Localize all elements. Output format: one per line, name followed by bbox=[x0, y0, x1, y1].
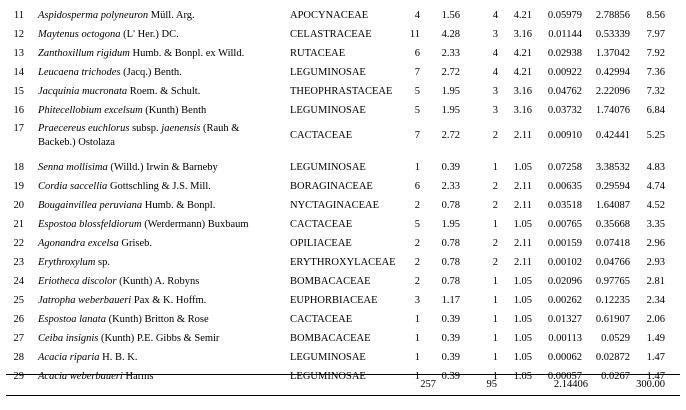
value-c2: 2.33 bbox=[441, 181, 460, 192]
family-name: CELASTRACEAE bbox=[290, 29, 372, 40]
value-c4: 1.05 bbox=[513, 219, 532, 230]
value-c7: 2.34 bbox=[646, 295, 665, 306]
species-binomial: Maytenus octogona bbox=[38, 29, 121, 40]
value-c6: 0.42441 bbox=[595, 130, 630, 141]
value-c5: 0.00057 bbox=[547, 371, 582, 382]
value-c3: 2 bbox=[492, 200, 498, 211]
row-number: 13 bbox=[13, 48, 24, 59]
value-c7: 3.35 bbox=[646, 219, 665, 230]
value-c2: 2.72 bbox=[441, 130, 460, 141]
value-c1: 6 bbox=[414, 48, 420, 59]
family-name: LEGUMINOSAE bbox=[290, 105, 366, 116]
bottom-rule bbox=[6, 395, 680, 396]
value-c6: 0.04766 bbox=[595, 257, 630, 268]
table-row bbox=[0, 291, 686, 310]
table-row bbox=[0, 44, 686, 63]
table-row bbox=[0, 253, 686, 272]
species-binomial: Praecereus euchlorus bbox=[38, 123, 130, 134]
value-c7: 5.25 bbox=[646, 130, 665, 141]
value-c3: 2 bbox=[492, 257, 498, 268]
value-c4: 1.05 bbox=[513, 371, 532, 382]
table-row bbox=[0, 215, 686, 234]
total-c3: 95 bbox=[486, 379, 497, 390]
species-binomial: Erythroxylum bbox=[38, 257, 96, 268]
value-c5: 0.00635 bbox=[547, 181, 582, 192]
value-c6: 2.22096 bbox=[595, 86, 630, 97]
species-binomial: Senna mollisima bbox=[38, 162, 108, 173]
value-c6: 0.0267 bbox=[601, 371, 630, 382]
species-authority: Harms bbox=[122, 371, 154, 382]
value-c1: 7 bbox=[414, 130, 420, 141]
species-infraspecific: jaenensis bbox=[161, 123, 201, 134]
table-row bbox=[0, 196, 686, 215]
species-authority: Roem. & Schult. bbox=[127, 86, 201, 97]
species-name bbox=[38, 48, 244, 60]
total-c1: 257 bbox=[420, 379, 436, 390]
species-name bbox=[38, 181, 211, 193]
species-name bbox=[38, 295, 206, 307]
value-c5: 0.02938 bbox=[547, 48, 582, 59]
value-c3: 1 bbox=[492, 219, 498, 230]
value-c2: 0.78 bbox=[441, 257, 460, 268]
row-number: 23 bbox=[13, 257, 24, 268]
value-c2: 0.39 bbox=[441, 352, 460, 363]
family-name: CACTACEAE bbox=[290, 130, 353, 141]
value-c1: 2 bbox=[414, 238, 420, 249]
species-name bbox=[38, 276, 199, 288]
value-c3: 1 bbox=[492, 352, 498, 363]
value-c6: 1.64087 bbox=[595, 200, 630, 211]
table-row bbox=[0, 101, 686, 120]
table-row bbox=[0, 158, 686, 177]
species-binomial: Espostoa blossfeldiorum bbox=[38, 219, 142, 230]
value-c2: 2.72 bbox=[441, 67, 460, 78]
value-c5: 0.00922 bbox=[547, 67, 582, 78]
value-c7: 2.06 bbox=[646, 314, 665, 325]
value-c4: 2.11 bbox=[514, 130, 532, 141]
family-name: LEGUMINOSAE bbox=[290, 162, 366, 173]
row-number: 29 bbox=[13, 371, 24, 382]
table-row bbox=[0, 63, 686, 82]
species-authority: (Kunth) Benth bbox=[142, 105, 207, 116]
value-c4: 2.11 bbox=[514, 181, 532, 192]
table-row bbox=[0, 272, 686, 291]
table-row bbox=[0, 329, 686, 348]
value-c7: 4.52 bbox=[646, 200, 665, 211]
species-name bbox=[38, 67, 182, 79]
value-c1: 3 bbox=[414, 295, 420, 306]
value-c6: 1.37042 bbox=[595, 48, 630, 59]
value-c7: 8.56 bbox=[646, 10, 665, 21]
row-number: 25 bbox=[13, 295, 24, 306]
species-binomial: Agonandra excelsa bbox=[38, 238, 119, 249]
table-row bbox=[0, 82, 686, 101]
value-c4: 3.16 bbox=[513, 86, 532, 97]
species-authority: (L' Her.) DC. bbox=[120, 29, 179, 40]
value-c5: 0.03518 bbox=[547, 200, 582, 211]
species-name bbox=[38, 333, 219, 345]
family-name: EUPHORBIACEAE bbox=[290, 295, 378, 306]
value-c1: 1 bbox=[414, 333, 420, 344]
species-authority: (Werdermann) Buxbaum bbox=[141, 219, 249, 230]
species-authority: Humb. & Bonpl. bbox=[142, 200, 216, 211]
value-c7: 4.83 bbox=[646, 162, 665, 173]
value-c7: 2.96 bbox=[646, 238, 665, 249]
table-row bbox=[0, 120, 686, 158]
row-number: 15 bbox=[13, 86, 24, 97]
value-c3: 1 bbox=[492, 162, 498, 173]
species-name bbox=[38, 238, 152, 250]
value-c3: 4 bbox=[492, 48, 498, 59]
row-number: 16 bbox=[13, 105, 24, 116]
value-c2: 0.39 bbox=[441, 314, 460, 325]
value-c7: 1.47 bbox=[646, 371, 665, 382]
species-binomial: Ceiba insignis bbox=[38, 333, 99, 344]
value-c6: 0.35668 bbox=[595, 219, 630, 230]
value-c7: 7.92 bbox=[646, 48, 665, 59]
value-c6: 0.97765 bbox=[595, 276, 630, 287]
row-number: 12 bbox=[13, 29, 24, 40]
table-row bbox=[0, 6, 686, 25]
table-row bbox=[0, 310, 686, 329]
value-c4: 2.11 bbox=[514, 257, 532, 268]
value-c7: 1.47 bbox=[646, 352, 665, 363]
species-binomial: Cordia saccellia bbox=[38, 181, 108, 192]
species-binomial: Bougainvillea peruviana bbox=[38, 200, 143, 211]
family-name: BORAGINACEAE bbox=[290, 181, 373, 192]
species-name bbox=[38, 352, 137, 364]
species-authority: H. B. K. bbox=[99, 352, 138, 363]
family-name: LEGUMINOSAE bbox=[290, 371, 366, 382]
family-name: THEOPHRASTACEAE bbox=[290, 86, 393, 97]
value-c1: 5 bbox=[414, 105, 420, 116]
species-name bbox=[38, 123, 239, 135]
value-c7: 2.93 bbox=[646, 257, 665, 268]
value-c7: 7.97 bbox=[646, 29, 665, 40]
value-c5: 0.01144 bbox=[548, 29, 582, 40]
value-c3: 2 bbox=[492, 181, 498, 192]
species-authority: Müll. Arg. bbox=[148, 10, 195, 21]
species-name bbox=[38, 86, 200, 98]
row-number: 14 bbox=[13, 67, 24, 78]
value-c3: 2 bbox=[492, 130, 498, 141]
value-c3: 1 bbox=[492, 276, 498, 287]
species-authority: (Kunth) P.E. Gibbs & Semir bbox=[98, 333, 220, 344]
value-c3: 1 bbox=[492, 314, 498, 325]
family-name: RUTACEAE bbox=[290, 48, 346, 59]
value-c5: 0.05979 bbox=[547, 10, 582, 21]
value-c6: 0.42994 bbox=[595, 67, 630, 78]
family-name: BOMBACACEAE bbox=[290, 333, 371, 344]
table-row bbox=[0, 348, 686, 367]
value-c7: 7.36 bbox=[646, 67, 665, 78]
value-c4: 1.05 bbox=[513, 276, 532, 287]
row-number: 19 bbox=[13, 181, 24, 192]
table-row bbox=[0, 25, 686, 44]
value-c1: 2 bbox=[414, 276, 420, 287]
value-c4: 4.21 bbox=[513, 10, 532, 21]
value-c1: 1 bbox=[414, 314, 420, 325]
species-binomial: Phitecellobium excelsum bbox=[38, 105, 143, 116]
value-c5: 0.00062 bbox=[547, 352, 582, 363]
value-c2: 0.78 bbox=[441, 276, 460, 287]
value-c7: 6.84 bbox=[646, 105, 665, 116]
family-name: NYCTAGINACEAE bbox=[290, 200, 379, 211]
species-authority: subsp. bbox=[129, 123, 162, 134]
value-c2: 0.39 bbox=[441, 371, 460, 382]
species-authority-2: (Rauh & bbox=[200, 123, 240, 134]
value-c1: 5 bbox=[414, 219, 420, 230]
value-c1: 5 bbox=[414, 86, 420, 97]
row-number: 27 bbox=[13, 333, 24, 344]
value-c4: 1.05 bbox=[513, 352, 532, 363]
family-name: CACTACEAE bbox=[290, 219, 353, 230]
value-c6: 1.74076 bbox=[595, 105, 630, 116]
species-binomial: Jacquinia mucronata bbox=[38, 86, 128, 97]
species-binomial: Espostoa lanata bbox=[38, 314, 106, 325]
value-c1: 2 bbox=[414, 200, 420, 211]
value-c2: 2.33 bbox=[441, 48, 460, 59]
species-binomial: Aspidosperma polyneuron bbox=[38, 10, 149, 21]
species-name-continued: Backeb.) Ostolaza bbox=[38, 137, 115, 148]
value-c6: 0.02872 bbox=[595, 352, 630, 363]
value-c2: 1.95 bbox=[441, 86, 460, 97]
species-binomial: Acacia riparia bbox=[38, 352, 100, 363]
family-name: LEGUMINOSAE bbox=[290, 352, 366, 363]
value-c4: 1.05 bbox=[513, 333, 532, 344]
species-authority: Griseb. bbox=[118, 238, 153, 249]
value-c1: 1 bbox=[414, 352, 420, 363]
species-name bbox=[38, 162, 218, 174]
value-c3: 3 bbox=[492, 86, 498, 97]
value-c7: 1.49 bbox=[646, 333, 665, 344]
species-binomial: Leucaena trichodes bbox=[38, 67, 121, 78]
species-authority: (Jacq.) Benth. bbox=[120, 67, 182, 78]
family-name: ERYTHROXYLACEAE bbox=[290, 257, 396, 268]
species-authority: (Kunth) Britton & Rose bbox=[105, 314, 209, 325]
value-c5: 0.00262 bbox=[547, 295, 582, 306]
species-name bbox=[38, 257, 110, 269]
species-authority: Pax & K. Hoffm. bbox=[131, 295, 207, 306]
row-number: 18 bbox=[13, 162, 24, 173]
row-number: 20 bbox=[13, 200, 24, 211]
value-c6: 2.78856 bbox=[595, 10, 630, 21]
value-c5: 0.01327 bbox=[547, 314, 582, 325]
value-c1: 1 bbox=[414, 162, 420, 173]
species-binomial: Acacia weberbaueri bbox=[38, 371, 123, 382]
total-c7: 300.00 bbox=[636, 379, 665, 390]
value-c5: 0.07258 bbox=[547, 162, 582, 173]
value-c3: 3 bbox=[492, 29, 498, 40]
value-c5: 0.00910 bbox=[547, 130, 582, 141]
table-row bbox=[0, 234, 686, 253]
family-name: LEGUMINOSAE bbox=[290, 67, 366, 78]
species-binomial: Jatropha weberbaueri bbox=[38, 295, 132, 306]
value-c1: 11 bbox=[409, 29, 420, 40]
value-c5: 0.04762 bbox=[547, 86, 582, 97]
row-number: 11 bbox=[13, 10, 24, 21]
value-c3: 3 bbox=[492, 105, 498, 116]
value-c1: 7 bbox=[414, 67, 420, 78]
value-c4: 4.21 bbox=[513, 67, 532, 78]
species-name bbox=[38, 219, 249, 231]
value-c4: 1.05 bbox=[513, 162, 532, 173]
row-number: 24 bbox=[13, 276, 24, 287]
separator-rule bbox=[6, 374, 680, 375]
totals-row bbox=[0, 377, 686, 394]
value-c7: 4.74 bbox=[646, 181, 665, 192]
value-c2: 0.39 bbox=[441, 162, 460, 173]
value-c4: 1.05 bbox=[513, 295, 532, 306]
species-authority: sp. bbox=[95, 257, 110, 268]
value-c2: 0.39 bbox=[441, 333, 460, 344]
species-binomial: Zanthoxillum rigidum bbox=[38, 48, 130, 59]
total-c5: 2.14406 bbox=[553, 379, 588, 390]
value-c3: 2 bbox=[492, 238, 498, 249]
value-c5: 0.00765 bbox=[547, 219, 582, 230]
value-c1: 1 bbox=[414, 371, 420, 382]
family-name: BOMBACACEAE bbox=[290, 276, 371, 287]
value-c5: 0.00113 bbox=[548, 333, 582, 344]
value-c6: 0.0529 bbox=[601, 333, 630, 344]
value-c1: 6 bbox=[414, 181, 420, 192]
value-c3: 4 bbox=[492, 10, 498, 21]
species-name bbox=[38, 314, 209, 326]
family-name: CACTACEAE bbox=[290, 314, 353, 325]
value-c6: 0.07418 bbox=[595, 238, 630, 249]
value-c4: 4.21 bbox=[513, 48, 532, 59]
value-c5: 0.02096 bbox=[547, 276, 582, 287]
species-authority: (Kunth) A. Robyns bbox=[116, 276, 200, 287]
table-row bbox=[0, 177, 686, 196]
value-c4: 2.11 bbox=[514, 200, 532, 211]
value-c2: 1.95 bbox=[441, 105, 460, 116]
value-c4: 3.16 bbox=[513, 29, 532, 40]
value-c7: 2.81 bbox=[646, 276, 665, 287]
value-c2: 1.95 bbox=[441, 219, 460, 230]
value-c6: 0.53339 bbox=[595, 29, 630, 40]
species-authority: Humb. & Bonpl. ex Willd. bbox=[129, 48, 245, 59]
species-binomial: Eriotheca discolor bbox=[38, 276, 117, 287]
value-c5: 0.00159 bbox=[547, 238, 582, 249]
value-c3: 1 bbox=[492, 295, 498, 306]
value-c5: 0.03732 bbox=[547, 105, 582, 116]
species-name bbox=[38, 200, 215, 212]
value-c4: 2.11 bbox=[514, 238, 532, 249]
value-c6: 3.38532 bbox=[595, 162, 630, 173]
value-c3: 4 bbox=[492, 67, 498, 78]
value-c2: 0.78 bbox=[441, 238, 460, 249]
value-c2: 1.56 bbox=[441, 10, 460, 21]
species-authority: (Willd.) Irwin & Barneby bbox=[107, 162, 218, 173]
row-number: 22 bbox=[13, 238, 24, 249]
value-c4: 1.05 bbox=[513, 314, 532, 325]
value-c6: 0.29594 bbox=[595, 181, 630, 192]
family-name: APOCYNACEAE bbox=[290, 10, 369, 21]
species-name bbox=[38, 105, 206, 117]
value-c6: 0.61907 bbox=[595, 314, 630, 325]
species-name bbox=[38, 29, 179, 41]
row-number: 26 bbox=[13, 314, 24, 325]
value-c4: 3.16 bbox=[513, 105, 532, 116]
value-c2: 1.17 bbox=[441, 295, 460, 306]
value-c6: 0.12235 bbox=[595, 295, 630, 306]
value-c1: 2 bbox=[414, 257, 420, 268]
value-c1: 4 bbox=[414, 10, 420, 21]
row-number: 28 bbox=[13, 352, 24, 363]
value-c2: 4.28 bbox=[441, 29, 460, 40]
value-c5: 0.00102 bbox=[547, 257, 582, 268]
value-c2: 0.78 bbox=[441, 200, 460, 211]
value-c7: 7.32 bbox=[646, 86, 665, 97]
family-name: OPILIACEAE bbox=[290, 238, 352, 249]
row-number: 17 bbox=[13, 123, 24, 134]
value-c3: 1 bbox=[492, 333, 498, 344]
species-authority: Gottschling & J.S. Mill. bbox=[107, 181, 211, 192]
value-c3: 1 bbox=[492, 371, 498, 382]
row-number: 21 bbox=[13, 219, 24, 230]
species-name bbox=[38, 10, 195, 22]
